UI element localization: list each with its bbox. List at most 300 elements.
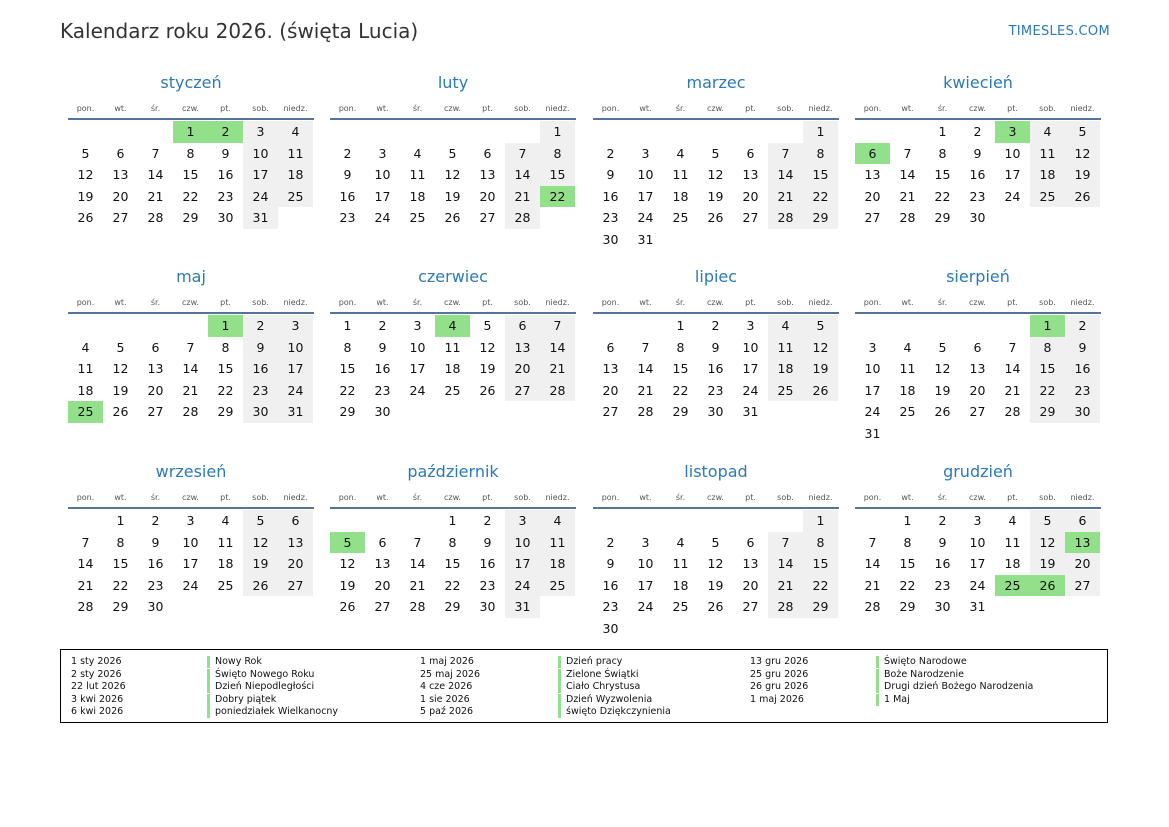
weekday-header: sob. xyxy=(252,104,269,113)
day-cell: 20 xyxy=(742,577,759,593)
day-cell: 24 xyxy=(243,186,278,208)
legend-holiday-name: Drugi dzień Bożego Narodzenia xyxy=(876,681,1033,693)
day-cell: 18 xyxy=(672,577,689,593)
day-cell: 23 xyxy=(934,577,951,593)
month-name: październik xyxy=(407,462,499,481)
weekday-header: sob. xyxy=(777,493,794,502)
day-cell: 15 xyxy=(803,553,838,575)
day-cell: 20 xyxy=(479,188,496,204)
weekday-header: sob. xyxy=(514,104,531,113)
day-cell: 18 xyxy=(77,382,94,398)
holiday-legend xyxy=(60,649,1108,723)
day-cell: 2 xyxy=(343,145,352,161)
day-cell: 2 xyxy=(151,513,160,528)
legend-holiday-name: Zielone Świątki xyxy=(558,669,638,681)
weekday-header: sob. xyxy=(514,493,531,502)
day-cell: 7 xyxy=(903,145,912,161)
day-cell: 19 xyxy=(444,188,461,204)
day-cell: 16 xyxy=(1065,358,1100,380)
month-name: czerwiec xyxy=(418,267,488,286)
day-cell: 24 xyxy=(969,577,986,593)
holiday-day-cell: 13 xyxy=(1065,532,1100,554)
day-cell: 22 xyxy=(182,188,199,204)
legend-holiday-name: święto Dziękczynienia xyxy=(558,706,671,718)
weekday-header: pt. xyxy=(220,104,231,113)
day-cell: 7 xyxy=(151,145,160,161)
day-cell: 5 xyxy=(116,339,125,355)
legend-holiday-name: Dzień Niepodległości xyxy=(207,681,314,693)
day-cell: 25 xyxy=(444,382,461,398)
day-cell: 24 xyxy=(505,575,540,597)
day-cell: 6 xyxy=(278,510,313,532)
day-cell: 15 xyxy=(934,167,951,182)
weekday-header: śr. xyxy=(937,298,948,307)
day-cell: 17 xyxy=(637,188,654,204)
day-cell: 28 xyxy=(637,404,654,419)
day-cell: 4 xyxy=(676,534,685,550)
weekday-header: pt. xyxy=(1007,104,1018,113)
weekday-header: czw. xyxy=(707,298,724,307)
day-cell: 2 xyxy=(711,318,720,333)
day-cell: 2 xyxy=(606,145,615,161)
weekday-header: śr. xyxy=(675,298,686,307)
day-cell: 31 xyxy=(969,599,986,614)
day-cell: 25 xyxy=(540,575,575,597)
day-cell: 26 xyxy=(243,575,278,597)
day-cell: 28 xyxy=(147,210,164,225)
day-cell: 7 xyxy=(768,532,803,554)
day-cell: 21 xyxy=(409,577,426,593)
weekday-header: wt. xyxy=(901,104,914,113)
day-cell: 4 xyxy=(1030,121,1065,143)
day-cell: 27 xyxy=(112,210,129,225)
day-cell: 25 xyxy=(672,599,689,614)
day-cell: 4 xyxy=(676,145,685,161)
month-header-rule xyxy=(855,312,1101,314)
day-cell: 12 xyxy=(77,167,94,182)
weekday-header: pon. xyxy=(601,104,620,113)
day-cell: 30 xyxy=(602,231,619,247)
holiday-day-cell: 2 xyxy=(208,121,243,143)
day-cell: 29 xyxy=(803,596,838,618)
day-cell: 6 xyxy=(746,145,755,161)
day-cell: 4 xyxy=(278,121,313,143)
day-cell: 18 xyxy=(768,358,803,380)
day-cell: 14 xyxy=(147,167,164,182)
day-cell: 2 xyxy=(973,124,982,139)
brand-link[interactable]: TIMESLES.COM xyxy=(1008,24,1110,39)
day-cell: 23 xyxy=(147,577,164,593)
legend-date: 22 lut 2026 xyxy=(71,681,126,693)
day-cell: 24 xyxy=(742,382,759,398)
day-cell: 9 xyxy=(243,337,278,359)
day-cell: 13 xyxy=(602,361,619,376)
day-cell: 5 xyxy=(1065,121,1100,143)
month-header-rule xyxy=(68,312,314,314)
weekday-header: pt. xyxy=(1007,298,1018,307)
day-cell: 8 xyxy=(186,145,195,161)
day-cell: 11 xyxy=(409,167,426,182)
day-cell: 20 xyxy=(505,358,540,380)
day-cell: 27 xyxy=(1065,575,1100,597)
day-cell: 21 xyxy=(768,186,803,208)
weekday-header: czw. xyxy=(707,104,724,113)
day-cell: 18 xyxy=(540,553,575,575)
day-cell: 30 xyxy=(217,210,234,225)
weekday-header: pt. xyxy=(482,298,493,307)
weekday-header: niedz. xyxy=(808,298,833,307)
day-cell: 16 xyxy=(217,167,234,182)
day-cell: 16 xyxy=(934,556,951,571)
day-cell: 21 xyxy=(637,382,654,398)
legend-holiday-name: Dzień Wyzwolenia xyxy=(558,694,652,706)
day-cell: 27 xyxy=(742,599,759,614)
holiday-day-cell: 25 xyxy=(995,575,1030,597)
weekday-header: niedz. xyxy=(545,298,570,307)
weekday-header: pt. xyxy=(745,104,756,113)
day-cell: 14 xyxy=(864,556,881,571)
weekday-header: wt. xyxy=(376,104,389,113)
day-cell: 1 xyxy=(938,124,947,139)
day-cell: 1 xyxy=(803,121,838,143)
legend-date: 1 maj 2026 xyxy=(420,656,474,667)
day-cell: 5 xyxy=(448,145,457,161)
day-cell: 23 xyxy=(969,188,986,204)
day-cell: 11 xyxy=(217,534,234,550)
day-cell: 22 xyxy=(339,382,356,398)
weekday-header: pt. xyxy=(220,493,231,502)
day-cell: 7 xyxy=(81,534,90,550)
day-cell: 7 xyxy=(1008,339,1017,355)
day-cell: 9 xyxy=(606,167,615,182)
day-cell: 12 xyxy=(1065,143,1100,165)
day-cell: 29 xyxy=(934,210,951,225)
page-title: Kalendarz roku 2026. (święta Lucia) xyxy=(60,19,419,43)
day-cell: 25 xyxy=(278,186,313,208)
day-cell: 20 xyxy=(969,382,986,398)
day-cell: 9 xyxy=(221,145,230,161)
day-cell: 14 xyxy=(768,164,803,186)
holiday-day-cell: 1 xyxy=(208,315,243,337)
day-cell: 3 xyxy=(378,145,387,161)
day-cell: 19 xyxy=(339,577,356,593)
day-cell: 28 xyxy=(540,380,575,402)
day-cell: 17 xyxy=(742,361,759,376)
day-cell: 4 xyxy=(81,339,90,355)
weekday-header: śr. xyxy=(675,493,686,502)
day-cell: 31 xyxy=(243,207,278,229)
day-cell: 15 xyxy=(540,164,575,186)
weekday-header: sob. xyxy=(1039,298,1056,307)
legend-holiday-name: Nowy Rok xyxy=(207,656,262,668)
legend-date: 5 paź 2026 xyxy=(420,706,474,718)
weekday-header: śr. xyxy=(150,298,161,307)
month-name: listopad xyxy=(684,462,748,481)
day-cell: 9 xyxy=(378,339,387,355)
weekday-header: wt. xyxy=(376,298,389,307)
day-cell: 20 xyxy=(864,188,881,204)
day-cell: 28 xyxy=(768,596,803,618)
day-cell: 21 xyxy=(77,577,94,593)
day-cell: 4 xyxy=(903,339,912,355)
weekday-header: wt. xyxy=(114,104,127,113)
weekday-header: śr. xyxy=(675,104,686,113)
legend-date: 13 gru 2026 xyxy=(750,656,809,667)
weekday-header: wt. xyxy=(901,298,914,307)
day-cell: 28 xyxy=(409,599,426,614)
weekday-header: pon. xyxy=(863,298,882,307)
day-cell: 25 xyxy=(672,210,689,225)
day-cell: 26 xyxy=(112,404,129,419)
day-cell: 6 xyxy=(505,315,540,337)
weekday-header: śr. xyxy=(150,493,161,502)
day-cell: 30 xyxy=(147,599,164,614)
day-cell: 14 xyxy=(77,556,94,571)
weekday-header: pon. xyxy=(338,104,357,113)
day-cell: 15 xyxy=(112,556,129,571)
day-cell: 22 xyxy=(112,577,129,593)
day-cell: 17 xyxy=(409,361,426,376)
day-cell: 25 xyxy=(217,577,234,593)
day-cell: 5 xyxy=(483,318,492,333)
day-cell: 28 xyxy=(77,599,94,614)
day-cell: 5 xyxy=(711,534,720,550)
day-cell: 4 xyxy=(540,510,575,532)
day-cell: 28 xyxy=(864,599,881,614)
weekday-header: niedz. xyxy=(1070,104,1095,113)
day-cell: 6 xyxy=(973,339,982,355)
weekday-header: niedz. xyxy=(808,104,833,113)
day-cell: 21 xyxy=(864,577,881,593)
weekday-header: niedz. xyxy=(283,493,308,502)
holiday-day-cell: 5 xyxy=(330,532,365,554)
weekday-header: niedz. xyxy=(1070,493,1095,502)
day-cell: 22 xyxy=(217,382,234,398)
legend-date: 1 sie 2026 xyxy=(420,693,470,705)
day-cell: 9 xyxy=(711,339,720,355)
day-cell: 14 xyxy=(540,337,575,359)
day-cell: 26 xyxy=(77,210,94,225)
day-cell: 28 xyxy=(768,207,803,229)
month-header-rule xyxy=(330,507,576,509)
day-cell: 31 xyxy=(742,404,759,419)
day-cell: 13 xyxy=(969,361,986,376)
legend-holiday-name: Boże Narodzenie xyxy=(876,669,964,681)
day-cell: 11 xyxy=(540,532,575,554)
day-cell: 11 xyxy=(1030,143,1065,165)
day-cell: 23 xyxy=(339,210,356,225)
day-cell: 30 xyxy=(374,404,391,419)
day-cell: 15 xyxy=(899,556,916,571)
day-cell: 13 xyxy=(742,556,759,571)
day-cell: 15 xyxy=(182,167,199,182)
day-cell: 25 xyxy=(768,380,803,402)
day-cell: 5 xyxy=(938,339,947,355)
holiday-day-cell: 26 xyxy=(1030,575,1065,597)
day-cell: 6 xyxy=(746,534,755,550)
weekday-header: pon. xyxy=(601,493,620,502)
month-name: grudzień xyxy=(943,462,1013,481)
day-cell: 26 xyxy=(707,599,724,614)
day-cell: 31 xyxy=(864,425,881,441)
day-cell: 18 xyxy=(672,188,689,204)
day-cell: 24 xyxy=(278,380,313,402)
day-cell: 7 xyxy=(505,143,540,165)
day-cell: 30 xyxy=(707,404,724,419)
day-cell: 11 xyxy=(768,337,803,359)
day-cell: 24 xyxy=(637,599,654,614)
legend-date: 25 gru 2026 xyxy=(750,668,809,680)
weekday-header: sob. xyxy=(777,298,794,307)
day-cell: 15 xyxy=(339,361,356,376)
day-cell: 27 xyxy=(505,380,540,402)
day-cell: 31 xyxy=(637,231,654,247)
day-cell: 22 xyxy=(803,575,838,597)
day-cell: 17 xyxy=(1004,167,1021,182)
legend-holiday-name: 1 Maj xyxy=(876,694,910,706)
weekday-header: wt. xyxy=(639,104,652,113)
day-cell: 25 xyxy=(409,210,426,225)
day-cell: 23 xyxy=(374,382,391,398)
weekday-header: sob. xyxy=(252,493,269,502)
weekday-header: czw. xyxy=(182,493,199,502)
weekday-header: czw. xyxy=(444,104,461,113)
weekday-header: pt. xyxy=(745,298,756,307)
weekday-header: niedz. xyxy=(545,104,570,113)
day-cell: 22 xyxy=(803,186,838,208)
day-cell: 1 xyxy=(116,513,125,528)
day-cell: 13 xyxy=(864,167,881,182)
day-cell: 6 xyxy=(151,339,160,355)
day-cell: 15 xyxy=(1030,358,1065,380)
weekday-header: czw. xyxy=(444,298,461,307)
weekday-header: pon. xyxy=(338,298,357,307)
day-cell: 22 xyxy=(1030,380,1065,402)
legend-holiday-name: poniedziałek Wielkanocny xyxy=(207,706,338,718)
day-cell: 4 xyxy=(413,145,422,161)
weekday-header: niedz. xyxy=(283,298,308,307)
day-cell: 19 xyxy=(77,188,94,204)
day-cell: 19 xyxy=(707,188,724,204)
month-name: sierpień xyxy=(946,267,1010,286)
day-cell: 7 xyxy=(868,534,877,550)
day-cell: 26 xyxy=(1065,186,1100,208)
day-cell: 6 xyxy=(378,534,387,550)
weekday-header: pt. xyxy=(482,104,493,113)
day-cell: 9 xyxy=(1065,337,1100,359)
day-cell: 19 xyxy=(1030,553,1065,575)
day-cell: 15 xyxy=(672,361,689,376)
day-cell: 18 xyxy=(217,556,234,571)
month-header-rule xyxy=(593,507,839,509)
day-cell: 3 xyxy=(973,513,982,528)
day-cell: 12 xyxy=(243,532,278,554)
day-cell: 10 xyxy=(969,534,986,550)
day-cell: 5 xyxy=(243,510,278,532)
day-cell: 26 xyxy=(707,210,724,225)
day-cell: 1 xyxy=(448,513,457,528)
month-header-rule xyxy=(330,118,576,120)
day-cell: 16 xyxy=(602,188,619,204)
day-cell: 8 xyxy=(903,534,912,550)
weekday-header: czw. xyxy=(707,493,724,502)
day-cell: 15 xyxy=(803,164,838,186)
day-cell: 10 xyxy=(182,534,199,550)
day-cell: 3 xyxy=(505,510,540,532)
day-cell: 8 xyxy=(343,339,352,355)
day-cell: 18 xyxy=(278,164,313,186)
day-cell: 14 xyxy=(409,556,426,571)
day-cell: 27 xyxy=(602,404,619,419)
weekday-header: sob. xyxy=(1039,493,1056,502)
weekday-header: pon. xyxy=(338,493,357,502)
day-cell: 8 xyxy=(221,339,230,355)
day-cell: 1 xyxy=(676,318,685,333)
day-cell: 10 xyxy=(864,361,881,376)
day-cell: 12 xyxy=(339,556,356,571)
day-cell: 3 xyxy=(413,318,422,333)
legend-holiday-name: Święto Narodowe xyxy=(876,656,967,668)
day-cell: 19 xyxy=(707,577,724,593)
day-cell: 23 xyxy=(243,380,278,402)
weekday-header: sob. xyxy=(252,298,269,307)
legend-holiday-name: Ciało Chrystusa xyxy=(558,681,640,693)
day-cell: 6 xyxy=(1065,510,1100,532)
day-cell: 7 xyxy=(413,534,422,550)
day-cell: 1 xyxy=(903,513,912,528)
weekday-header: czw. xyxy=(969,104,986,113)
weekday-header: śr. xyxy=(412,104,423,113)
day-cell: 29 xyxy=(339,404,356,419)
day-cell: 29 xyxy=(899,599,916,614)
day-cell: 12 xyxy=(803,337,838,359)
month-name: styczeń xyxy=(160,73,222,92)
day-cell: 21 xyxy=(1004,382,1021,398)
day-cell: 10 xyxy=(742,339,759,355)
day-cell: 27 xyxy=(969,404,986,419)
weekday-header: czw. xyxy=(182,298,199,307)
day-cell: 16 xyxy=(707,361,724,376)
legend-date: 26 gru 2026 xyxy=(750,681,809,693)
day-cell: 6 xyxy=(483,145,492,161)
day-cell: 14 xyxy=(637,361,654,376)
day-cell: 1 xyxy=(343,318,352,333)
day-cell: 26 xyxy=(479,382,496,398)
day-cell: 16 xyxy=(479,556,496,571)
day-cell: 15 xyxy=(217,361,234,376)
holiday-day-cell: 1 xyxy=(173,121,208,143)
day-cell: 26 xyxy=(803,380,838,402)
day-cell: 1 xyxy=(803,510,838,532)
weekday-header: czw. xyxy=(969,493,986,502)
weekday-header: wt. xyxy=(376,493,389,502)
day-cell: 17 xyxy=(278,358,313,380)
weekday-header: czw. xyxy=(969,298,986,307)
day-cell: 29 xyxy=(112,599,129,614)
day-cell: 23 xyxy=(217,188,234,204)
day-cell: 29 xyxy=(672,404,689,419)
day-cell: 20 xyxy=(742,188,759,204)
day-cell: 3 xyxy=(641,534,650,550)
day-cell: 10 xyxy=(278,337,313,359)
day-cell: 8 xyxy=(540,143,575,165)
day-cell: 13 xyxy=(479,167,496,182)
day-cell: 20 xyxy=(374,577,391,593)
day-cell: 20 xyxy=(602,382,619,398)
day-cell: 8 xyxy=(116,534,125,550)
weekday-header: sob. xyxy=(777,104,794,113)
day-cell: 13 xyxy=(112,167,129,182)
